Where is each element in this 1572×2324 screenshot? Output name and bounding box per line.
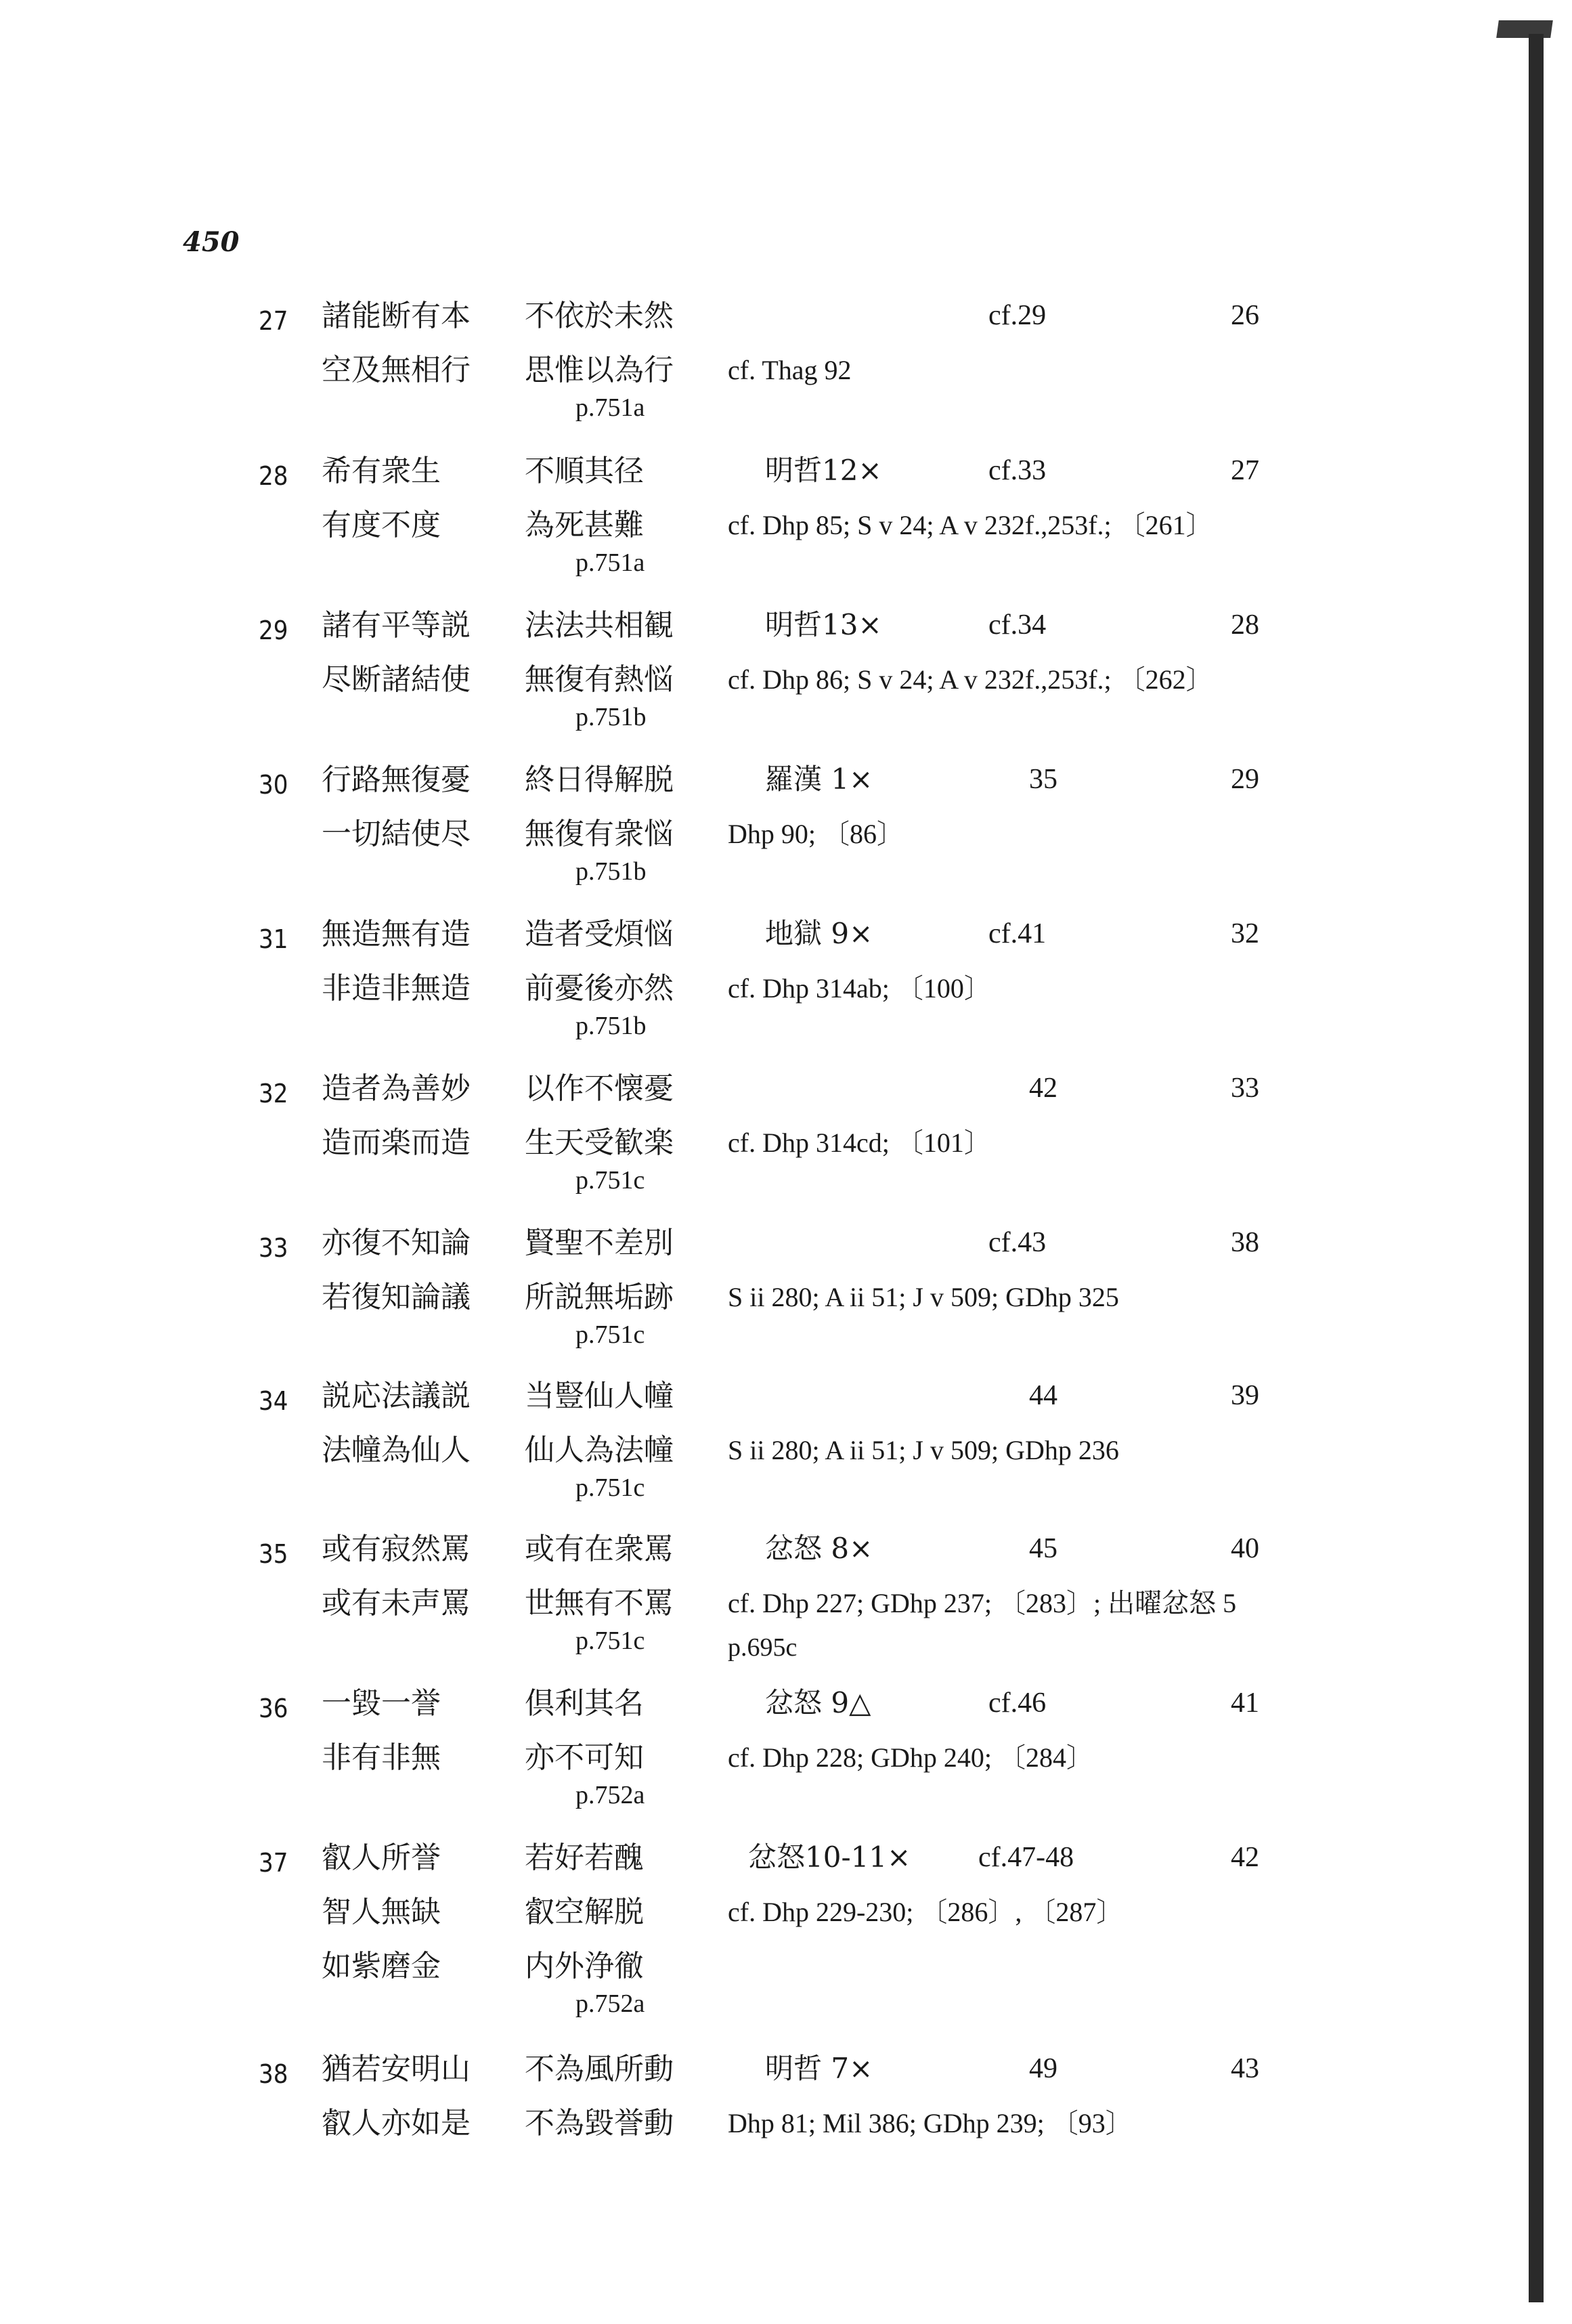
verse-line-1a: 造者為善妙	[322, 1071, 471, 1106]
verse-line-2a: 或有未声罵	[322, 1586, 471, 1620]
verse-line-2b: 世無有不罵	[525, 1586, 674, 1620]
cf-ref: cf.47-48	[978, 1842, 1074, 1873]
verse-entry	[0, 1843, 1572, 2046]
verse-line-1a: 諸有平等説	[322, 608, 471, 643]
verse-line-1b: 法法共相観	[525, 608, 674, 643]
verse-number: 36	[259, 1694, 288, 1723]
verse-line-1b: 倶利其名	[525, 1686, 644, 1721]
parallel-ref: 明哲 7×	[765, 2052, 873, 2085]
source-refs: cf. Dhp 228; GDhp 240; 〔284〕	[728, 1742, 1093, 1773]
verse-number: 33	[259, 1233, 288, 1263]
verse-line-1b: 当豎仙人幢	[525, 1379, 674, 1413]
taisho-page: p.751c	[575, 1627, 645, 1655]
reference-number: 33	[1231, 1073, 1259, 1104]
source-refs: cf. Dhp 86; S v 24; A v 232f.,253f.; 〔262〕	[728, 664, 1213, 695]
cf-ref: 49	[1029, 2053, 1057, 2084]
reference-number: 42	[1231, 1842, 1259, 1873]
parallel-ref: 忿怒 8×	[765, 1532, 873, 1565]
verse-entry	[0, 1071, 1572, 1223]
verse-line-1b: 終日得解脱	[525, 762, 674, 797]
verse-line-1a: 亦復不知論	[322, 1226, 471, 1260]
verse-line-2a: 非有非無	[322, 1740, 441, 1775]
reference-number: 29	[1231, 764, 1259, 795]
source-refs: Dhp 90; 〔86〕	[728, 819, 904, 849]
source-refs: Dhp 81; Mil 386; GDhp 239; 〔93〕	[728, 2108, 1133, 2138]
source-refs: S ii 280; A ii 51; J v 509; GDhp 236	[728, 1435, 1119, 1465]
verse-line-2b: 思惟以為行	[525, 353, 674, 387]
verse-line-2a: 空及無相行	[322, 353, 471, 387]
taisho-page: p.751a	[575, 393, 645, 422]
verse-line-2b: 亦不可知	[525, 1740, 644, 1775]
source-refs: S ii 280; A ii 51; J v 509; GDhp 325	[728, 1282, 1119, 1312]
verse-line-1a: 行路無復憂	[322, 762, 471, 797]
taisho-page: p.752a	[575, 1989, 645, 2018]
verse-line-1b: 若好若醜	[525, 1841, 644, 1875]
verse-line-2a: 一切結使尽	[322, 817, 471, 851]
reference-number: 38	[1231, 1227, 1259, 1258]
verse-number: 38	[259, 2059, 288, 2089]
parallel-ref: 忿怒 9△	[765, 1686, 871, 1719]
parallel-ref: 明哲12×	[765, 454, 882, 487]
verse-line-1b: 不順其径	[525, 454, 644, 488]
source-refs-continued: p.695c	[728, 1633, 798, 1662]
reference-number: 43	[1231, 2053, 1259, 2084]
verse-number: 34	[259, 1386, 288, 1416]
verse-line-1b: 賢聖不差別	[525, 1226, 674, 1260]
cf-ref: cf.41	[988, 918, 1047, 949]
source-refs: cf. Dhp 85; S v 24; A v 232f.,253f.; 〔261〕	[728, 510, 1213, 540]
taisho-page: p.751b	[575, 857, 647, 886]
verse-line-2a: 法幢為仙人	[322, 1433, 471, 1467]
taisho-page: p.751c	[575, 1166, 645, 1195]
verse-line-2a: 若復知論議	[322, 1280, 471, 1314]
parallel-ref: 明哲13×	[765, 608, 882, 641]
verse-entry	[0, 1686, 1572, 1838]
verse-line-1a: 或有寂然罵	[322, 1532, 471, 1566]
verse-entry	[0, 301, 1572, 450]
verse-number: 28	[259, 461, 288, 491]
verse-line-2a: 叡人亦如是	[322, 2106, 471, 2140]
reference-number: 39	[1231, 1380, 1259, 1411]
source-refs: cf. Dhp 314cd; 〔101〕	[728, 1127, 991, 1158]
taisho-page: p.751c	[575, 1473, 645, 1502]
verse-line-2b: 不為毀誉動	[525, 2106, 674, 2140]
reference-number: 32	[1231, 918, 1259, 949]
verse-line-1a: 無造無有造	[322, 917, 471, 951]
verse-number: 31	[259, 924, 288, 954]
cf-ref: cf.33	[988, 455, 1047, 486]
source-refs: cf. Dhp 314ab; 〔100〕	[728, 973, 991, 1004]
verse-number: 29	[259, 616, 288, 645]
parallel-ref: 忿怒10-11×	[748, 1841, 911, 1874]
cf-ref: cf.34	[988, 609, 1047, 641]
cf-ref: 35	[1029, 764, 1057, 795]
verse-line-1b: 以作不懐憂	[525, 1071, 674, 1106]
verse-line-2a: 造而楽而造	[322, 1125, 471, 1160]
verse-line-2b: 無復有熱悩	[525, 662, 674, 697]
verse-line-1a: 諸能断有本	[322, 299, 471, 333]
verse-line-1b: 造者受煩悩	[525, 917, 674, 951]
verse-number: 32	[259, 1079, 288, 1109]
source-refs: cf. Thag 92	[728, 355, 852, 385]
reference-number: 28	[1231, 609, 1259, 641]
reference-number: 41	[1231, 1687, 1259, 1719]
verse-line-2a: 有度不度	[322, 508, 441, 542]
verse-line-2b: 仙人為法幢	[525, 1433, 674, 1467]
verse-line-1b: 不依於未然	[525, 299, 674, 333]
verse-line-2b: 生天受歓楽	[525, 1125, 674, 1160]
verse-line-2a: 尽断諸結使	[322, 662, 471, 697]
reference-number: 27	[1231, 455, 1259, 486]
verse-line-2a: 智人無缺	[322, 1895, 441, 1929]
verse-entry	[0, 2054, 1572, 2203]
verse-line-3a: 如紫磨金	[322, 1949, 441, 1983]
cf-ref: 45	[1029, 1533, 1057, 1564]
verse-entry	[0, 1228, 1572, 1377]
cf-ref: cf.43	[988, 1227, 1047, 1258]
cf-ref: cf.29	[988, 300, 1047, 331]
verse-number: 37	[259, 1848, 288, 1878]
verse-line-2b: 所説無垢跡	[525, 1280, 674, 1314]
parallel-ref: 羅漢 1×	[765, 762, 873, 796]
cf-ref: 44	[1029, 1380, 1057, 1411]
taisho-page: p.751b	[575, 703, 647, 731]
verse-line-2b: 前憂後亦然	[525, 971, 674, 1006]
source-refs: cf. Dhp 229-230; 〔286〕, 〔287〕	[728, 1897, 1124, 1927]
taisho-page: p.751b	[575, 1012, 647, 1040]
source-refs: cf. Dhp 227; GDhp 237; 〔283〕; 出曜忿怒 5	[728, 1588, 1237, 1618]
cf-ref: cf.46	[988, 1687, 1047, 1719]
page-number: 450	[183, 226, 240, 258]
verse-line-1b: 不為風所動	[525, 2052, 674, 2086]
verse-line-2b: 為死甚難	[525, 508, 644, 542]
parallel-ref: 地獄 9×	[765, 917, 873, 950]
verse-line-1b: 或有在衆罵	[525, 1532, 674, 1566]
taisho-page: p.752a	[575, 1781, 645, 1809]
taisho-page: p.751a	[575, 548, 645, 577]
verse-entry	[0, 456, 1572, 605]
verse-number: 27	[259, 306, 288, 336]
verse-entry	[0, 608, 1572, 760]
verse-line-1a: 希有衆生	[322, 454, 441, 488]
verse-line-2b: 叡空解脱	[525, 1895, 644, 1929]
verse-line-1a: 叡人所誉	[322, 1841, 441, 1875]
taisho-page: p.751c	[575, 1320, 645, 1349]
verse-line-2b: 無復有衆悩	[525, 817, 674, 851]
reference-number: 40	[1231, 1533, 1259, 1564]
verse-entry	[0, 762, 1572, 914]
verse-number: 35	[259, 1539, 288, 1569]
cf-ref: 42	[1029, 1073, 1057, 1104]
verse-entry	[0, 1381, 1572, 1530]
verse-line-1a: 説応法議説	[322, 1379, 471, 1413]
verse-entry	[0, 917, 1572, 1069]
verse-line-2a: 非造非無造	[322, 971, 471, 1006]
reference-number: 26	[1231, 300, 1259, 331]
verse-line-3b: 内外浄徹	[525, 1949, 644, 1983]
verse-line-1a: 猶若安明山	[322, 2052, 471, 2086]
verse-number: 30	[259, 770, 288, 800]
verse-line-1a: 一毀一誉	[322, 1686, 441, 1721]
verse-entry	[0, 1534, 1572, 1683]
